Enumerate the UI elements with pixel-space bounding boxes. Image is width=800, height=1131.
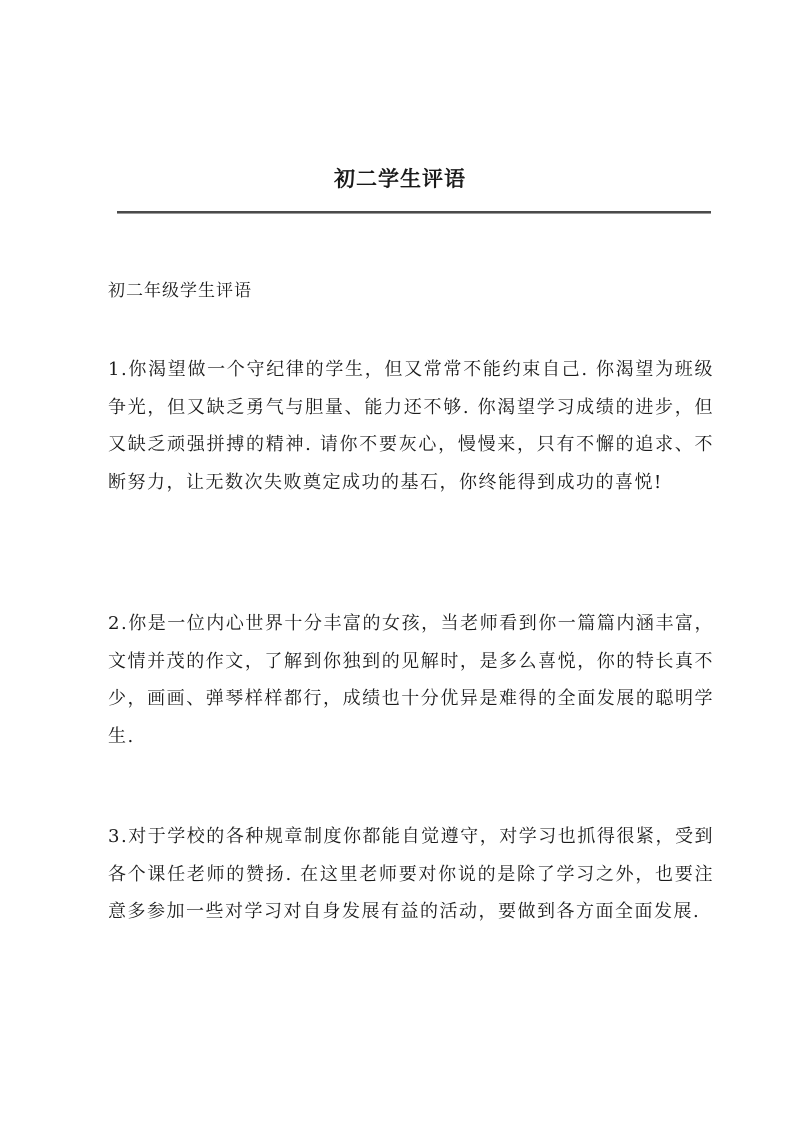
document-subtitle: 初二年级学生评语 <box>108 281 252 301</box>
title-underline <box>117 211 711 214</box>
comment-paragraph-3: 3.对于学校的各种规章制度你都能自觉遵守，对学习也抓得很紧，受到各个课任老师的赞扬. 在这里老师要对你说的是除了学习之外，也要注意多参加一些对学习对自身发展有益的活动，要做到各方面全面发展. <box>108 826 714 922</box>
comment-paragraph-2: 2.你是一位内心世界十分丰富的女孩，当老师看到你一篇篇内涵丰富，文情并茂的作文，了解到你独到的见解时，是多么喜悦，你的特长真不少，画画、弹琴样样都行，成绩也十分优异是难得的全面发展的聪明学生. <box>108 613 714 747</box>
comment-paragraph-1: 1.你渴望做一个守纪律的学生，但又常常不能约束自己. 你渴望为班级争光，但又缺乏勇气与胆量、能力还不够. 你渴望学习成绩的进步，但又缺乏顽强拼搏的精神. 请你不要灰心，慢慢来，只有不懈的追求、不断努力，让无数次失败奠定成功的基石，你终能得到成功的喜悦! <box>108 359 714 493</box>
document-title: 初二学生评语 <box>334 166 466 191</box>
